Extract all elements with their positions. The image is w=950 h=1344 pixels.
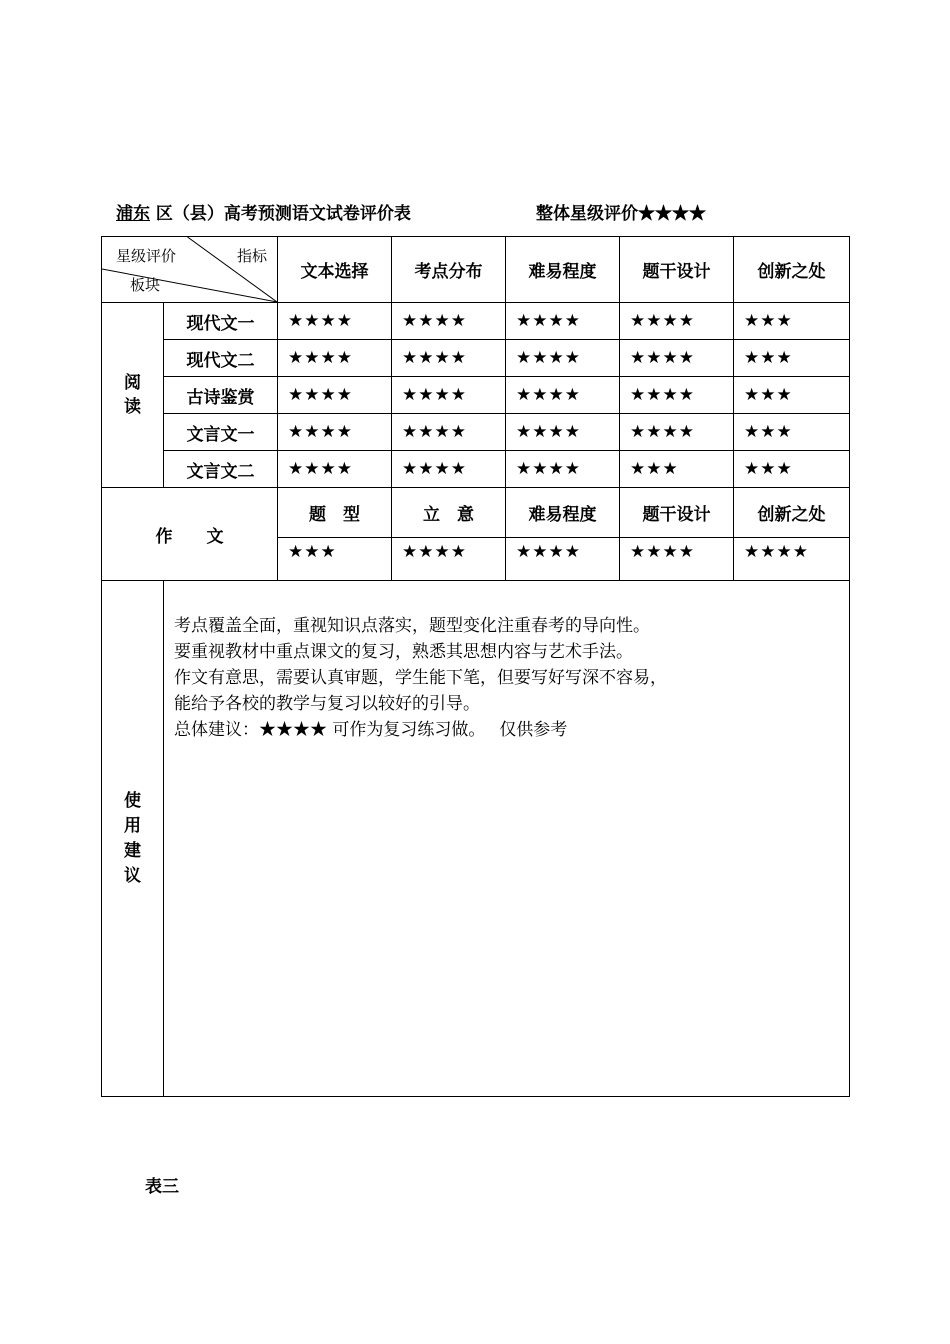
star-rating: ★★★★ (620, 377, 734, 414)
diag-indicator-label: 指标 (236, 247, 267, 265)
star-rating: ★★★★ (506, 340, 620, 377)
diag-section-label: 板块 (130, 276, 161, 294)
star-rating: ★★★★ (278, 377, 392, 414)
column-header: 题 型 (278, 488, 392, 538)
row-label: 文言文一 (164, 414, 278, 451)
composition-label: 作 文 (102, 488, 278, 581)
star-rating: ★★★★ (506, 377, 620, 414)
star-rating: ★★★★ (734, 538, 850, 581)
table-row (102, 451, 850, 488)
star-rating: ★★★ (734, 414, 850, 451)
star-rating: ★★★★ (392, 377, 506, 414)
star-rating: ★★★★ (392, 414, 506, 451)
page-heading (116, 199, 706, 224)
composition-header-row (102, 488, 850, 538)
overall-rating: 整体星级评价★★★★ (536, 204, 706, 224)
advice-line: 要重视教材中重点课文的复习，熟悉其思想内容与艺术手法。 (174, 642, 633, 662)
row-label: 文言文二 (164, 451, 278, 488)
star-rating: ★★★ (734, 303, 850, 340)
table-row (102, 303, 850, 340)
row-label: 现代文一 (164, 303, 278, 340)
row-label: 古诗鉴赏 (164, 377, 278, 414)
row-label: 现代文二 (164, 340, 278, 377)
evaluation-table (101, 236, 850, 1097)
column-header: 文本选择 (278, 237, 392, 303)
district-name: 浦东 (116, 204, 150, 224)
advice-line: 考点覆盖全面，重视知识点落实，题型变化注重春考的导向性。 (174, 616, 650, 636)
star-rating: ★★★★ (392, 451, 506, 488)
star-rating: ★★★ (620, 451, 734, 488)
star-rating: ★★★ (278, 538, 392, 581)
star-rating: ★★★★ (278, 340, 392, 377)
table-row (102, 340, 850, 377)
star-rating: ★★★★ (392, 340, 506, 377)
star-rating: ★★★★ (278, 451, 392, 488)
star-rating: ★★★★ (620, 414, 734, 451)
column-header: 题干设计 (620, 488, 734, 538)
column-header: 立 意 (392, 488, 506, 538)
star-rating: ★★★★ (392, 538, 506, 581)
advice-line: 作文有意思，需要认真审题，学生能下笔，但要写好写深不容易， (174, 668, 667, 688)
star-rating: ★★★ (734, 340, 850, 377)
star-rating: ★★★★ (620, 303, 734, 340)
column-header: 题干设计 (620, 237, 734, 303)
table-row (102, 414, 850, 451)
column-header: 创新之处 (734, 488, 850, 538)
advice-line: 总体建议：★★★★ 可作为复习练习做。 仅供参考 (174, 720, 568, 740)
diag-star-rating-label: 星级评价 (116, 247, 177, 265)
advice-line: 能给予各校的教学与复习以较好的引导。 (174, 694, 480, 714)
star-rating: ★★★★ (392, 303, 506, 340)
column-header: 难易程度 (506, 237, 620, 303)
diagonal-header-cell (102, 237, 278, 303)
advice-text (164, 581, 850, 1097)
star-rating: ★★★★ (620, 340, 734, 377)
star-rating: ★★★ (734, 377, 850, 414)
star-rating: ★★★★ (506, 303, 620, 340)
star-rating: ★★★★ (278, 414, 392, 451)
star-rating: ★★★★ (278, 303, 392, 340)
reading-section-label: 阅 读 (102, 303, 164, 488)
column-header: 难易程度 (506, 488, 620, 538)
heading-title: 区（县）高考预测语文试卷评价表 (150, 204, 411, 224)
table-row (102, 377, 850, 414)
star-rating: ★★★ (734, 451, 850, 488)
advice-row (102, 581, 850, 1097)
table-footer-label: 表三 (145, 1177, 179, 1197)
column-header: 创新之处 (734, 237, 850, 303)
column-header: 考点分布 (392, 237, 506, 303)
star-rating: ★★★★ (506, 538, 620, 581)
star-rating: ★★★★ (506, 414, 620, 451)
advice-label: 使 用 建 议 (102, 581, 164, 1097)
star-rating: ★★★★ (620, 538, 734, 581)
table-header-row (102, 237, 850, 303)
star-rating: ★★★★ (506, 451, 620, 488)
